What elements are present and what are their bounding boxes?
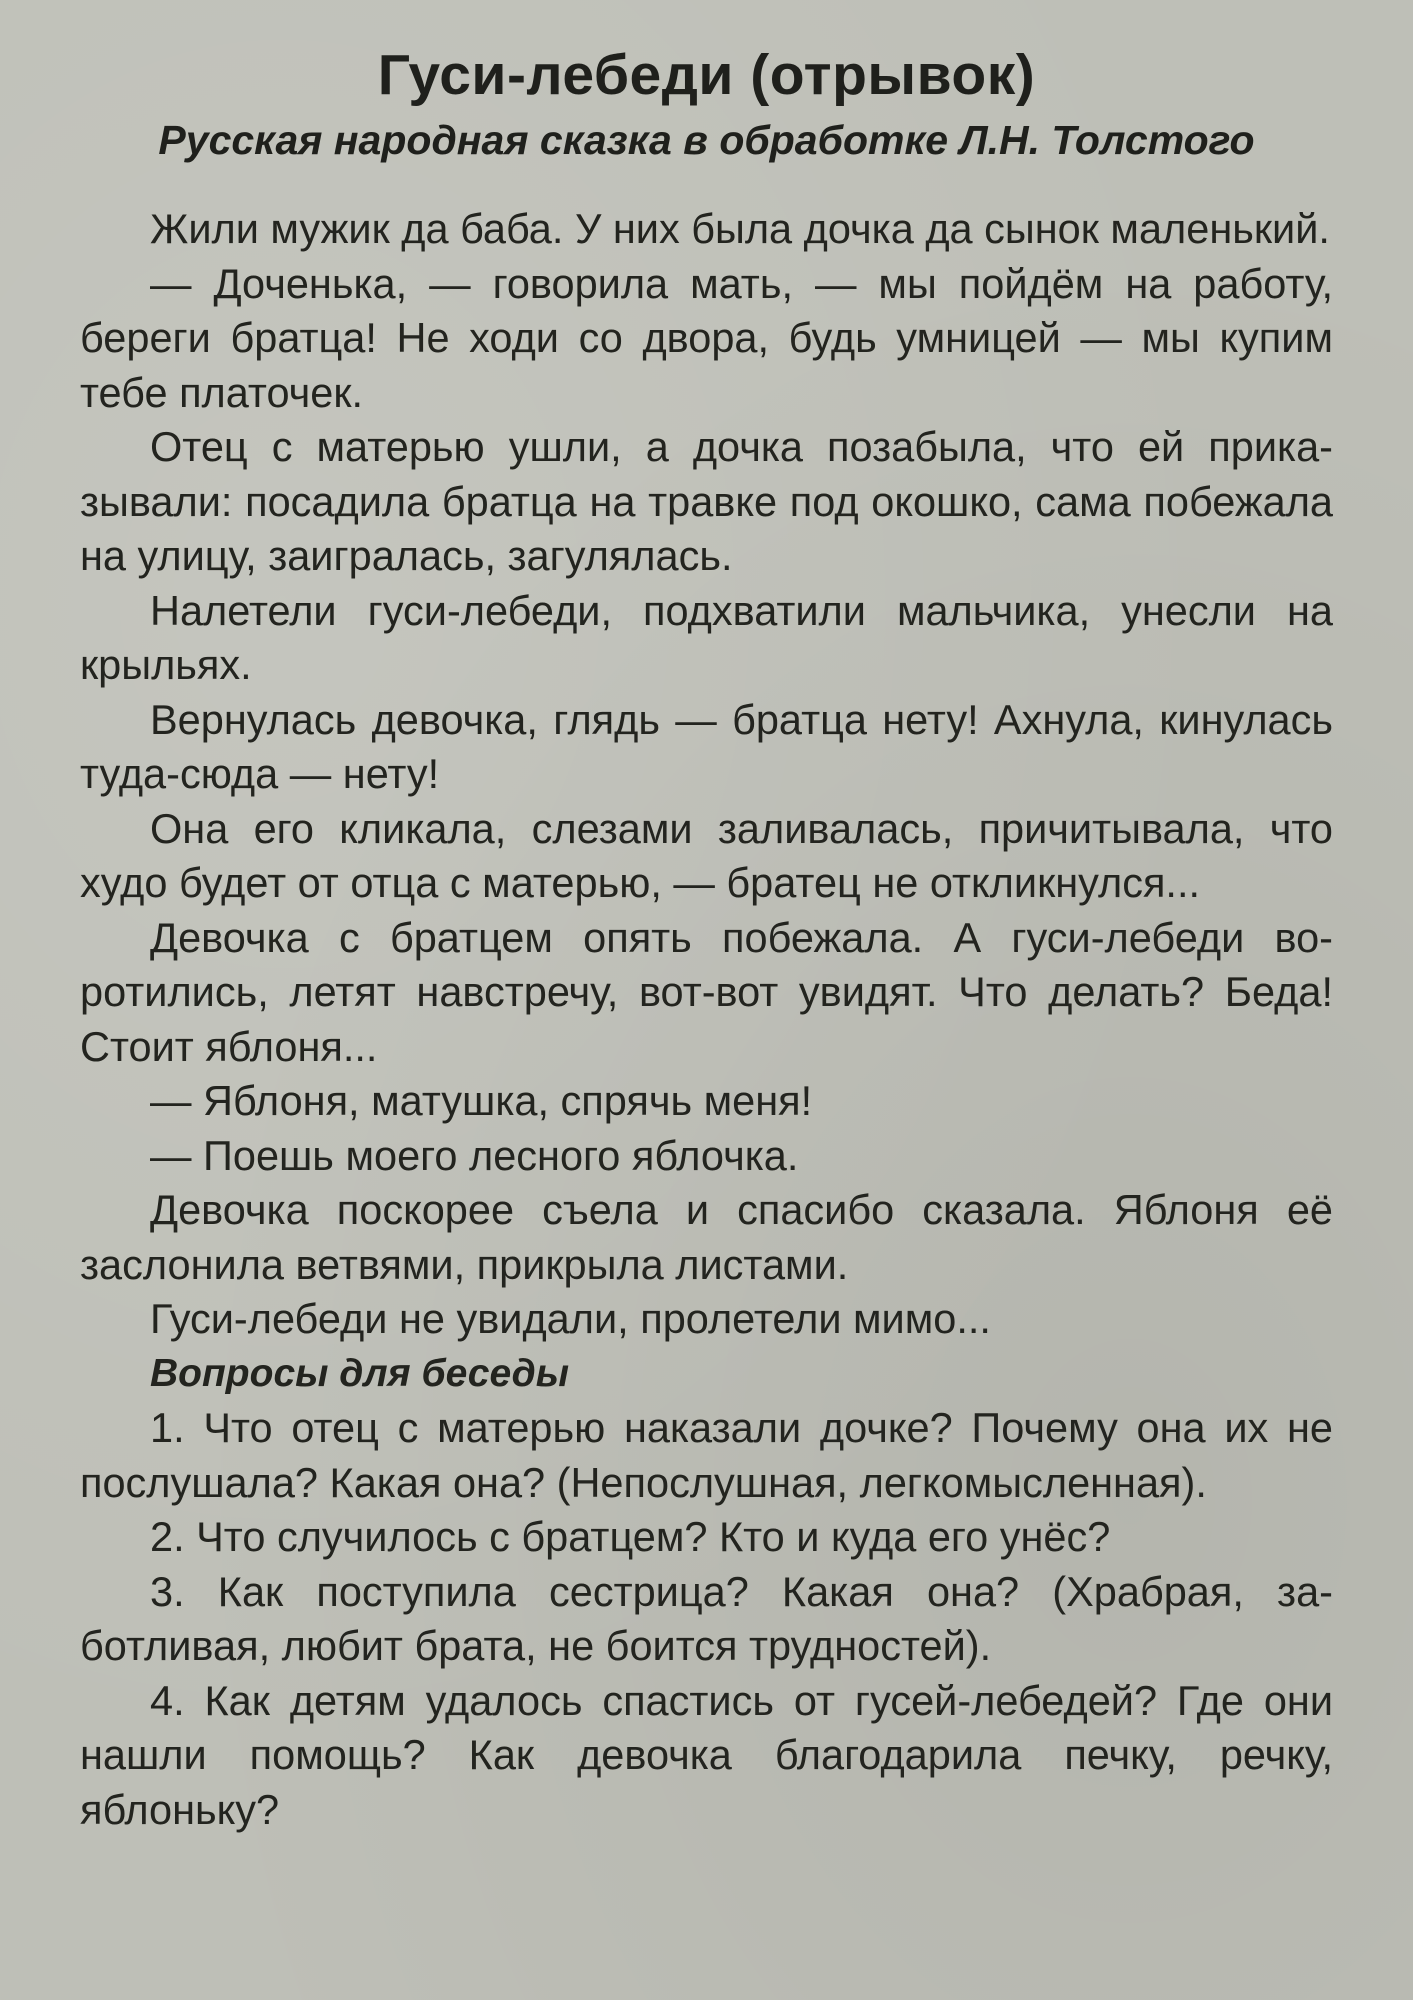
story-paragraph: Гуси-лебеди не увидали, пролетели мимо... [150, 1295, 991, 1342]
story-paragraph: Девочка поскорее съела и спасибо сказала. Яблоня её заслонила ветвями, прикрыла листами. [80, 1186, 1333, 1288]
story-paragraph: Жили мужик да баба. У них была дочка да сынок маленький. [150, 205, 1330, 252]
story-paragraph: — Доченька, — говорила мать, — мы пойдём на работу, береги братца! Не ходи со двора, будь умницей — мы купим тебе платочек. [80, 259, 1333, 416]
story-paragraph: Налетели гуси-лебеди, подхватили мальчика, унесли на крыльях. [80, 586, 1333, 688]
story-paragraph: Девочка с братцем опять побежала. А гуси-лебеди воротились, летят навстречу, вот-вот увидят. Что делать? Беда! Стоит яблоня... [80, 913, 1333, 1070]
question-item: 1. Что отец с матерью наказали дочке? Почему она их не послушала? Какая она? (Непослушная, легкомысленная). [80, 1404, 1333, 1506]
story-paragraph: — Поешь моего лесного яблочка. [150, 1131, 799, 1179]
story-paragraph: Вернулась девочка, глядь — братца нету! Ахнула, кинулась туда-сюда — нету! [80, 695, 1333, 797]
question-item: 3. Как поступила сестрица? Какая она? (Храбрая, заботливая, любит брата, не боится трудностей). [80, 1567, 1333, 1669]
story-text [80, 202, 1333, 1837]
document-title: Гуси-лебеди (отрывок) [377, 43, 1036, 107]
questions-heading: Вопросы для беседы [150, 1351, 570, 1395]
story-paragraph: Она его кликала, слезами заливалась, причитывала, что худо будет от отца с матерью, — братец не откликнулся... [80, 804, 1333, 906]
question-item: 2. Что случилось с братцем? Кто и куда его унёс? [150, 1513, 1111, 1560]
question-item: 4. Как детям удалось спастись от гусей-лебедей? Где они нашли помощь? Как девочка благодарила печку, речку, яблоньку? [80, 1676, 1333, 1833]
document-subtitle: Русская народная сказка в обработке Л.Н. Толстого [158, 117, 1255, 163]
story-paragraph: Отец с матерью ушли, а дочка позабыла, что ей приказывали: посадила братца на травке под окошко, сама побежала на улицу, заигралась, загулялась. [80, 423, 1333, 579]
story-paragraph: — Яблоня, матушка, спрячь меня! [150, 1077, 813, 1124]
